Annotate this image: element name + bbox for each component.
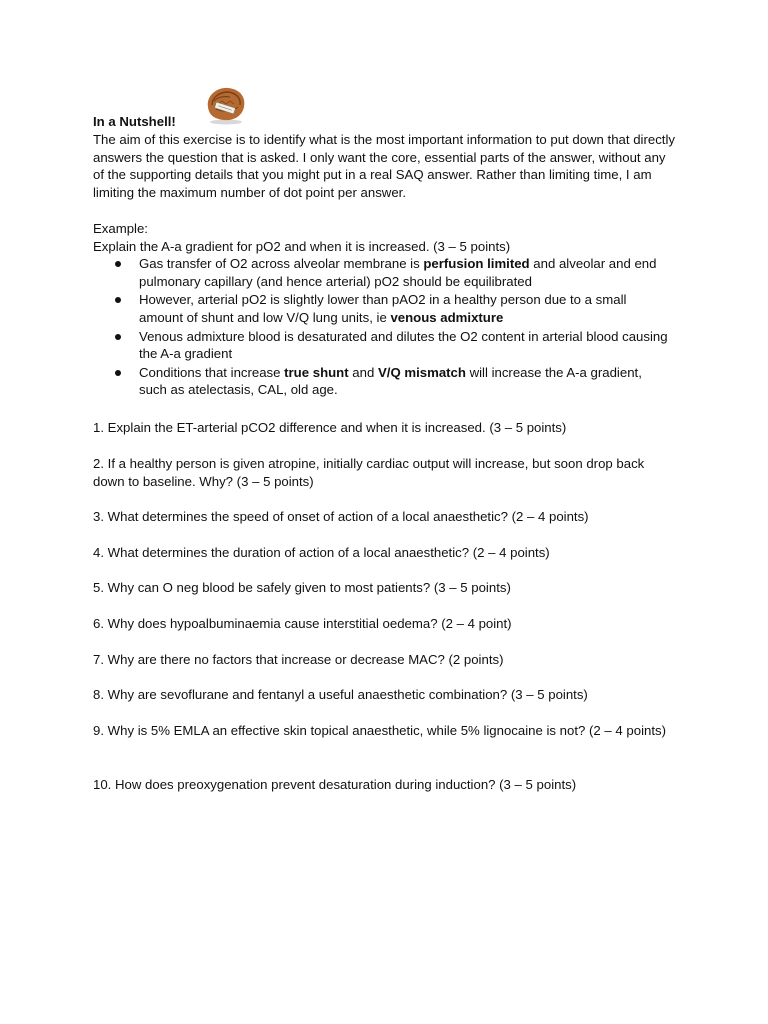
example-question: Explain the A-a gradient for pO2 and when it is increased. (3 – 5 points): [93, 238, 511, 254]
question-5: 5. Why can O neg blood be safely given to most patients? (3 – 5 points): [93, 580, 511, 595]
title-line: [93, 113, 176, 131]
page-title: In a Nutshell!: [93, 114, 176, 129]
question-9: 9. Why is 5% EMLA an effective skin topical anaesthetic, while 5% lignocaine is not? (2 – 4 points): [93, 723, 666, 738]
list-item: Conditions that increase true shunt and V/Q mismatch will increase the A-a gradient, such as atelectasis, CAL, old age.: [93, 364, 671, 399]
question-2: 2. If a healthy person is given atropine, initially cardiac output will increase, but soon drop back down to baseline. Why? (3 – 5 points): [93, 456, 645, 489]
question-6: 6. Why does hypoalbuminaemia cause interstitial oedema? (2 – 4 point): [93, 616, 512, 631]
question-10: 10. How does preoxygenation prevent desaturation during induction? (3 – 5 points): [93, 777, 577, 792]
question-4: 4. What determines the duration of action of a local anaesthetic? (2 – 4 points): [93, 545, 550, 560]
list-item: Gas transfer of O2 across alveolar membrane is perfusion limited and alveolar and end pulmonary capillary (and hence arterial) pO2 should be equilibrated: [93, 255, 671, 290]
question-8: 8. Why are sevoflurane and fentanyl a useful anaesthetic combination? (3 – 5 points): [93, 687, 588, 702]
example-points: [93, 255, 678, 399]
question-7: 7. Why are there no factors that increase or decrease MAC? (2 points): [93, 652, 504, 667]
bullet-icon: [115, 261, 121, 267]
intro-paragraph: The aim of this exercise is to identify what is the most important information to put down that directly answers the question that is asked. I only want the core, essential parts of the answer, without any of the supporting details that you might put in a real SAQ answer. Rather than limiting time, I am limiting the maximum number of dot point per answer.: [93, 132, 675, 200]
question-1: 1. Explain the ET-arterial pCO2 difference and when it is increased. (3 – 5 points): [93, 420, 567, 435]
list-item: Venous admixture blood is desaturated and dilutes the O2 content in arterial blood causing the A-a gradient: [93, 328, 671, 363]
bullet-icon: [115, 334, 121, 340]
example-label: Example:: [93, 221, 148, 236]
question-3: 3. What determines the speed of onset of action of a local anaesthetic? (2 – 4 points): [93, 509, 589, 524]
nutshell-icon: [204, 85, 248, 125]
list-item: However, arterial pO2 is slightly lower than pAO2 in a healthy person due to a small amount of shunt and low V/Q lung units, ie venous admixture: [93, 291, 671, 326]
bullet-icon: [115, 297, 121, 303]
example-section: [93, 220, 678, 400]
bullet-icon: [115, 370, 121, 376]
